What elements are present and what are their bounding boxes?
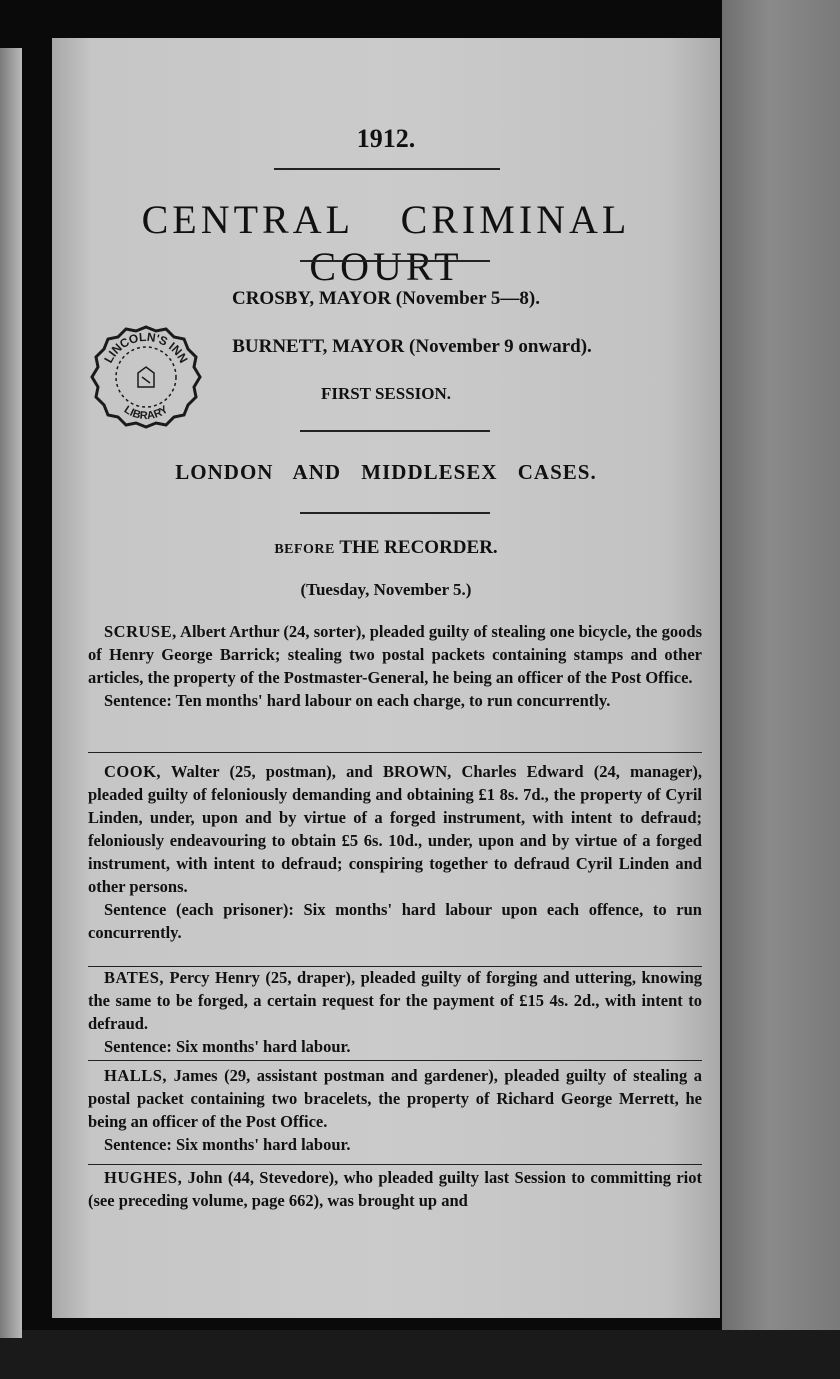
case-entry: [88, 760, 702, 944]
case-surname: HALLS,: [104, 1066, 168, 1085]
session-date: (Tuesday, November 5.): [300, 580, 472, 599]
rule-4: [300, 512, 490, 514]
year-heading: 1912.: [356, 124, 416, 153]
case-text: James (29, assistant postman and gardener), pleaded guilty of stealing a postal packet containing two bracelets, the property of Richard George Merrett, he being an officer of the Post Office.: [88, 1066, 702, 1131]
entry-divider: [88, 752, 702, 753]
facing-page-edge: [0, 48, 22, 1338]
entry-divider: [88, 1164, 702, 1165]
stamp-text-top: LINCOLN'S INN: [101, 329, 191, 366]
court-title: CENTRAL CRIMINAL COURT: [141, 197, 631, 289]
rule-1: [274, 168, 500, 170]
entry-divider: [88, 1060, 702, 1061]
svg-text:LIBRARY: [122, 403, 171, 422]
mayor-line-1: CROSBY, MAYOR (November 5—8).: [231, 288, 541, 309]
case-text: Walter (25, postman), and BROWN, Charles Edward (24, manager), pleaded guilty of feloniously demanding and obtaining £1 8s. 7d., the property of Cyril Linden, under, upon and by virtue of a forged instrument, with intent to defraud; feloniously endeavouring to obtain £5 6s. 10d., under, upon and by virtue of a forged instrument, with intent to defraud; conspiring together to defraud Cyril Linden and other persons.: [88, 762, 702, 896]
case-entry: [88, 620, 702, 712]
case-sentence: Sentence: Ten months' hard labour on each charge, to run concurrently.: [104, 691, 611, 710]
case-text: John (44, Stevedore), who pleaded guilty last Session to committing riot (see preceding volume, page 662), was brought up and: [88, 1168, 703, 1210]
rule-2: [300, 260, 490, 262]
case-sentence: Sentence: Six months' hard labour.: [104, 1037, 351, 1056]
session-heading: FIRST SESSION.: [320, 384, 452, 403]
case-text: Percy Henry (25, draper), pleaded guilty of forging and uttering, knowing the same to be forged, a certain request for the payment of £15 4s. 2d., with intent to defraud.: [88, 968, 702, 1033]
document-page: [52, 38, 720, 1318]
case-sentence: Sentence (each prisoner): Six months' hard labour upon each offence, to run concurrently.: [88, 900, 702, 942]
case-text: Albert Arthur (24, sorter), pleaded guilty of stealing one bicycle, the goods of Henry George Barrick; stealing two postal packets containing stamps and other articles, the property of the Postmaster-General, he being an officer of the Post Office.: [88, 622, 703, 687]
background-bottom: [0, 1330, 840, 1379]
mayor-line-2: BURNETT, MAYOR (November 9 onward).: [232, 336, 592, 357]
case-sentence: Sentence: Six months' hard labour.: [104, 1135, 351, 1154]
case-entry: [88, 1166, 702, 1212]
case-surname: SCRUSE,: [104, 622, 177, 641]
case-surname: HUGHES,: [104, 1168, 183, 1187]
before-prefix: BEFORE: [274, 542, 335, 557]
case-surname: BATES,: [104, 968, 165, 987]
background-right: [722, 0, 840, 1379]
case-surname: COOK,: [104, 762, 162, 781]
svg-text:LINCOLN'S INN: [101, 330, 190, 366]
library-stamp: [90, 321, 202, 433]
case-entry: [88, 1064, 702, 1156]
rule-3: [300, 430, 490, 432]
before-name: THE RECORDER.: [339, 537, 498, 558]
before-line: [52, 537, 720, 559]
stamp-text-bottom: LIBRARY: [121, 403, 171, 423]
cases-heading: LONDON AND MIDDLESEX CASES.: [175, 460, 597, 484]
case-entry: [88, 966, 702, 1058]
